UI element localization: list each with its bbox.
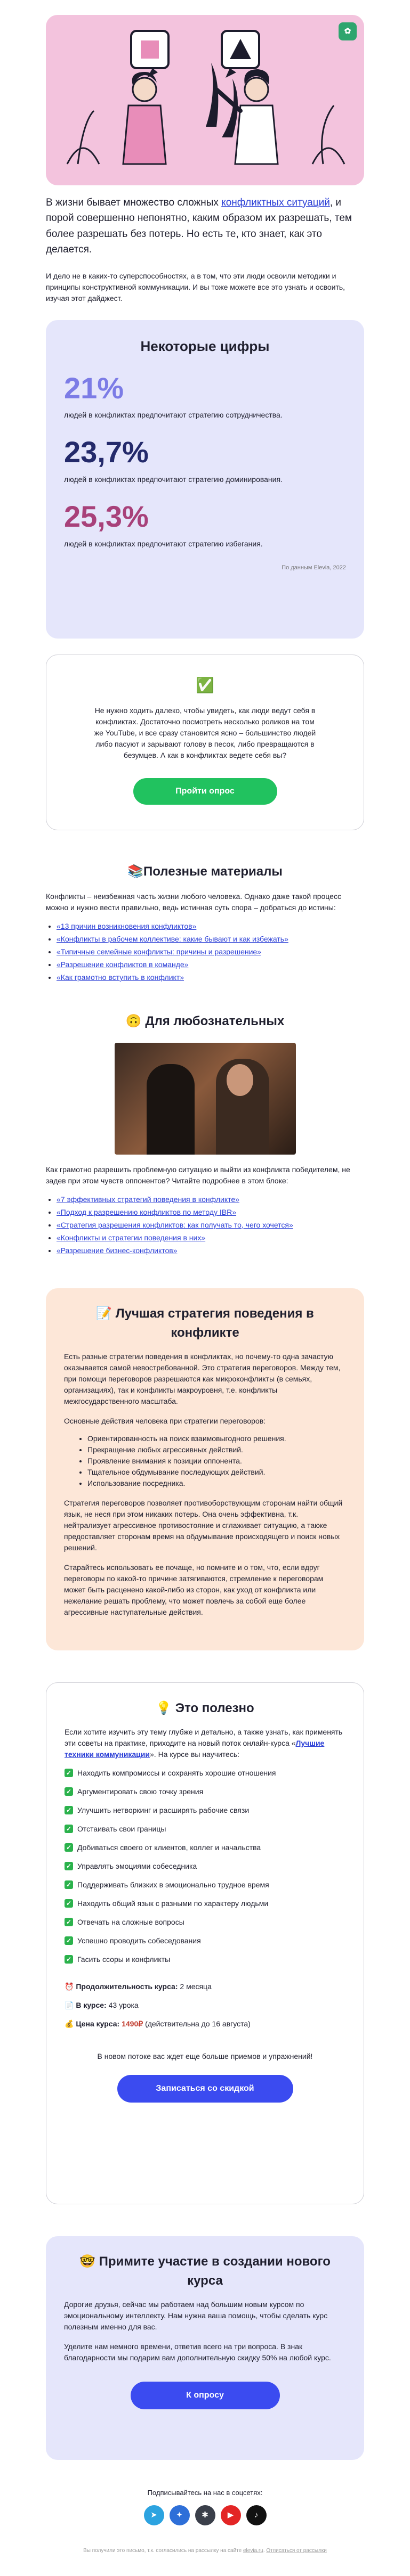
- course-price: 💰 Цена курса: 1490₽ (действительна до 16 августа): [65, 2019, 251, 2028]
- stat-value: 23,7%: [64, 435, 149, 469]
- skills-list: [65, 1768, 345, 1965]
- list-item: ✓ Отстаивать свои границы: [65, 1823, 345, 1835]
- vk-icon[interactable]: ✦: [170, 2505, 190, 2525]
- strategy-paragraph: Стратегия переговоров позволяет противоборствующим сторонам найти общий язык, не неся при этом никаких потерь. Она очень эффективна, т.к. нейтрализует агрессивное противостояние и сглаживает ситуацию, а также предоставляет сторонам время на обдумывание происходящего и поиск новых решений.: [64, 1498, 343, 1552]
- list-item: • Ориентированность на поиск взаимовыгодного решения.: [87, 1433, 346, 1444]
- stats-card: [46, 320, 364, 639]
- dzen-icon[interactable]: ✱: [195, 2505, 215, 2525]
- course-link[interactable]: Лучшие техники коммуникации: [65, 1738, 325, 1759]
- stat-text: людей в конфликтах предпочитают стратегию доминирования.: [64, 475, 283, 484]
- list-item: [57, 1220, 364, 1231]
- tiktok-icon[interactable]: ♪: [246, 2505, 267, 2525]
- list-item: ✓ Улучшить нетворкинг и расширять рабочие связи: [65, 1805, 345, 1816]
- list-item: ✓ Поддерживать близких в эмоционально трудное время: [65, 1879, 345, 1891]
- list-item: ✓ Находить общий язык с разными по характеру людьми: [65, 1898, 345, 1909]
- movie-still-image: [115, 1043, 296, 1155]
- conflict-situations-link[interactable]: конфликтных ситуаций: [221, 197, 330, 208]
- course-info: [65, 1981, 345, 2030]
- materials-section: [46, 846, 364, 983]
- useful-intro: Если хотите изучить эту тему глубже и детально, а также узнать, как применять эти советы на практике, приходите на новый поток онлайн-курса «Лучшие техники коммуникации». На курсе вы научитесь:: [65, 1727, 343, 1759]
- curious-link[interactable]: «Подход к разрешению конфликтов по методу IBR»: [57, 1207, 237, 1216]
- list-item: ✓ Гасить ссоры и конфликты: [65, 1954, 345, 1965]
- check-icon: ✓: [65, 1843, 73, 1852]
- stat-item: [64, 372, 346, 421]
- curious-link[interactable]: «Стратегия разрешения конфликтов: как получать то, чего хочется»: [57, 1220, 293, 1229]
- check-icon: ✓: [65, 1825, 73, 1833]
- curious-link[interactable]: «Разрешение бизнес-конфликтов»: [57, 1246, 178, 1255]
- check-icon: ✓: [65, 1899, 73, 1908]
- check-icon: ✓: [65, 1787, 73, 1796]
- list-item: [57, 959, 364, 970]
- stats-title: Некоторые цифры: [140, 338, 270, 354]
- list-item: [57, 1207, 364, 1218]
- useful-card: [46, 1682, 364, 2204]
- list-item: ✓ Находить компромиссы и сохранять хорошие отношения: [65, 1768, 345, 1779]
- curious-link[interactable]: «7 эффективных стратегий поведения в конфликте»: [57, 1195, 239, 1204]
- check-icon: ✓: [65, 1806, 73, 1814]
- stat-value: 21%: [64, 371, 124, 405]
- clock-icon: ⏰: [65, 1982, 74, 1991]
- material-link[interactable]: «Конфликты в рабочем коллективе: какие бывают и как избежать»: [57, 934, 288, 943]
- list-item: [57, 1245, 364, 1256]
- check-icon: ✓: [65, 1880, 73, 1889]
- useful-title: 💡 Это полезно: [156, 1700, 254, 1715]
- enroll-discount-button[interactable]: Записаться со скидкой: [117, 2075, 293, 2103]
- list-item: ✓ Добиваться своего от клиентов, коллег и начальства: [65, 1842, 345, 1853]
- conflict-illustration: [46, 15, 364, 185]
- curious-text: Как грамотно разрешить проблемную ситуацию и выйти из конфликта победителем, не задев при этом чувств оппонентов? Читайте подробнее в этом блоке:: [46, 1165, 350, 1185]
- site-link[interactable]: elevia.ru: [243, 2548, 263, 2554]
- curious-section: [46, 996, 364, 1256]
- stat-item: [64, 436, 346, 485]
- list-item: ✓ Аргументировать свою точку зрения: [65, 1786, 345, 1797]
- footer: [46, 2488, 364, 2555]
- intro-paragraph: В жизни бывает множество сложных конфликтных ситуаций, и порой совершенно непонятно, каким образом их разрешать, тем более разрешать без потерь. Но есть те, кто знает, как это делается.: [46, 197, 352, 256]
- strategy-paragraph: Есть разные стратегии поведения в конфликтах, но почему-то одна зачастую оказывается самой невостребованной. Это стратегия переговоров. Между тем, при помощи переговоров разрешаются как микроконфликты (в семьях, организациях), так и конфликты макроуровня, т.е. конфликты межгосударственного масштаба.: [64, 1352, 341, 1405]
- list-item: ✓ Отвечать на сложные вопросы: [65, 1917, 345, 1928]
- strategy-paragraph: Старайтесь использовать ее почаще, но помните и о том, что, если вдруг переговоры по какой-то причине затягиваются, стремление к переговорам может быть расценено какой-либо из сторон, как уход от конфликта или нежелание решать проблему, что может повлечь за собой еще более агрессивные наступательные действия.: [64, 1563, 324, 1616]
- course-lessons: 📄 В курсе: 43 урока: [65, 2000, 139, 2009]
- list-item: ✓ Управлять эмоциями собеседника: [65, 1861, 345, 1872]
- social-links: [46, 2505, 364, 2525]
- list-item: [57, 921, 364, 932]
- list-item: [57, 1232, 364, 1244]
- stat-value: 25,3%: [64, 499, 149, 533]
- intro-paragraph-2: И дело не в каких-то суперспособностях, а в том, что эти люди освоили методики и принципы конструктивной коммуникации. И вы тоже можете все это узнать и освоить, изучая этот дайджест.: [46, 271, 345, 302]
- material-link[interactable]: «13 причин возникновения конфликтов»: [57, 921, 197, 930]
- list-item: [57, 972, 364, 983]
- list-item: ✓ Успешно проводить собеседования: [65, 1935, 345, 1947]
- take-survey-button[interactable]: Пройти опрос: [133, 778, 277, 805]
- material-link[interactable]: «Разрешение конфликтов в команде»: [57, 960, 189, 969]
- course-duration: ⏰ Продолжительность курса: 2 месяца: [65, 1982, 212, 1991]
- course-survey-paragraph: Дорогие друзья, сейчас мы работаем над большим новым курсом по эмоциональному интеллекту. Нам нужна ваша помощь, чтобы сделать курс полезным именно для вас.: [64, 2300, 328, 2331]
- quiz-text: Не нужно ходить далеко, чтобы увидеть, как люди ведут себя в конфликтах. Достаточно посмотреть несколько роликов на том же YouTube, и все сразу становится ясно – большинство людей либо пасуют и зарывают голову в песок, либо превращаются в безумцев. А как в конфликтах ведете себя вы?: [94, 706, 316, 759]
- check-icon: ✓: [65, 1862, 73, 1870]
- youtube-icon[interactable]: ▶: [221, 2505, 241, 2525]
- quiz-card: [46, 655, 364, 830]
- list-item: • Проявление внимания к позиции оппонента.: [87, 1455, 346, 1467]
- brand-logo-icon: ✿: [339, 22, 357, 40]
- unsubscribe-link[interactable]: Отписаться от рассылки: [266, 2548, 327, 2554]
- list-item: [57, 946, 364, 958]
- to-survey-button[interactable]: К опросу: [131, 2382, 280, 2409]
- stats-source: По данным Elevia, 2022: [282, 564, 346, 571]
- course-survey-title: 🤓 Примите участие в создании нового курса: [79, 2254, 331, 2288]
- materials-link-list: [46, 921, 364, 983]
- hero-illustration: [46, 15, 364, 185]
- stat-item: [64, 500, 346, 550]
- subscribe-text: Подписывайтесь на нас в соцсетях:: [147, 2488, 263, 2497]
- list-item: [57, 1194, 364, 1205]
- money-bag-icon: 💰: [65, 2019, 74, 2028]
- useful-outro: В новом потоке вас ждет еще больше приемов и упражнений!: [97, 2051, 313, 2060]
- material-link[interactable]: «Типичные семейные конфликты: причины и разрешение»: [57, 947, 261, 956]
- strategy-paragraph: Основные действия человека при стратегии переговоров:: [64, 1416, 266, 1425]
- legal-footer: Вы получили это письмо, т.к. согласились на рассылку на сайте elevia.ru. Отписаться от рассылки: [83, 2548, 327, 2554]
- curious-title: 🙃 Для любознательных: [125, 1013, 285, 1028]
- list-item: [57, 934, 364, 945]
- check-icon: ✓: [65, 1769, 73, 1777]
- stat-text: людей в конфликтах предпочитают стратегию сотрудничества.: [64, 411, 283, 420]
- curious-link[interactable]: «Конфликты и стратегии поведения в них»: [57, 1233, 206, 1242]
- strategy-card: [46, 1288, 364, 1650]
- check-icon: ✓: [65, 1955, 73, 1964]
- check-icon: ✓: [65, 1918, 73, 1926]
- material-link[interactable]: «Как грамотно вступить в конфликт»: [57, 972, 184, 982]
- list-item: • Прекращение любых агрессивных действий.: [87, 1444, 346, 1455]
- curious-link-list: [46, 1194, 364, 1256]
- stat-text: людей в конфликтах предпочитают стратегию избегания.: [64, 539, 263, 548]
- materials-text: Конфликты – неизбежная часть жизни любого человека. Однако даже такой процесс можно и нужно вести правильно, ведь истинная суть спора – добраться до истины:: [46, 892, 341, 912]
- telegram-icon[interactable]: ➤: [144, 2505, 164, 2525]
- strategy-actions-list: [64, 1433, 346, 1489]
- document-icon: 📄: [65, 2000, 74, 2009]
- strategy-title: 📝 Лучшая стратегия поведения в конфликте: [96, 1306, 314, 1340]
- check-icon: ✓: [65, 1936, 73, 1945]
- list-item: • Использование посредника.: [87, 1478, 346, 1489]
- materials-title: 📚Полезные материалы: [127, 864, 283, 879]
- course-survey-paragraph: Уделите нам немного времени, ответив всего на три вопроса. В знак благодарности мы подарим вам дополнительную скидку 50% на любой курс.: [64, 2342, 331, 2362]
- course-survey-card: [46, 2236, 364, 2460]
- checkmark-icon: ✅: [196, 676, 214, 693]
- list-item: • Тщательное обдумывание последующих действий.: [87, 1467, 346, 1478]
